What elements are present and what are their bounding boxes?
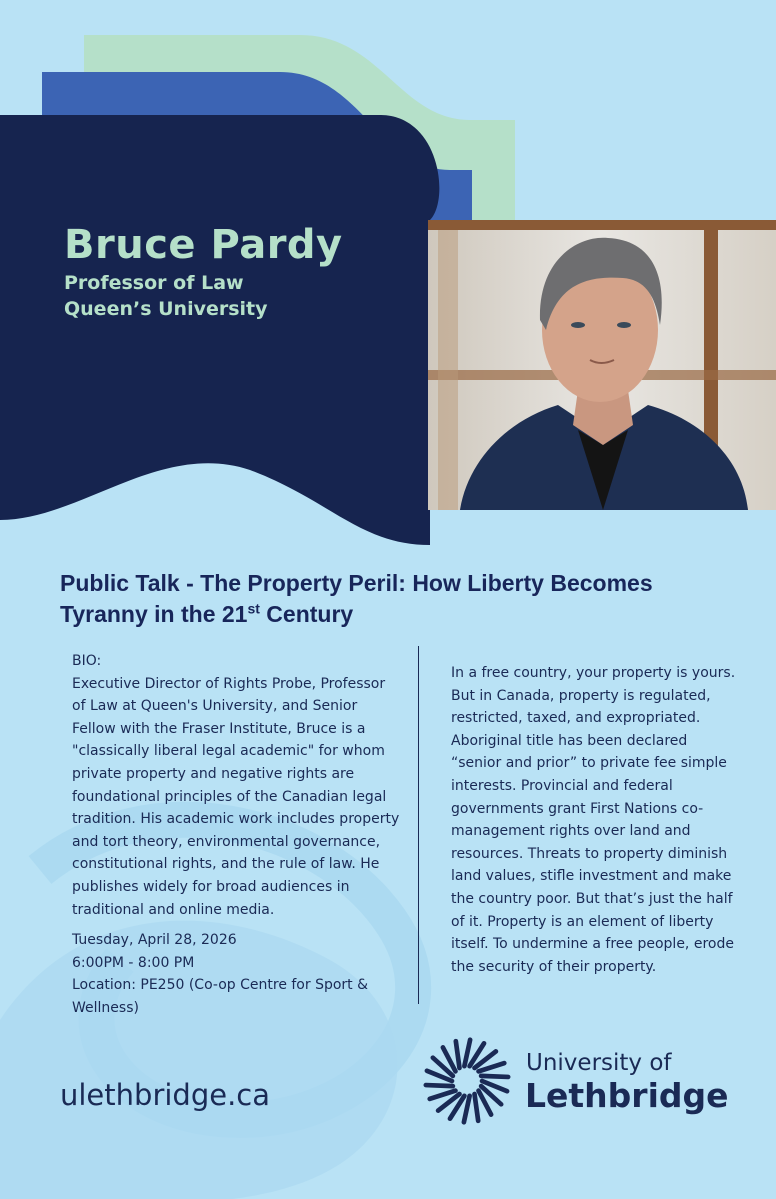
talk-title-end: Century xyxy=(259,601,354,627)
event-date: Tuesday, April 28, 2026 xyxy=(72,932,237,949)
logo-ray xyxy=(481,1076,508,1077)
logo-ray xyxy=(475,1094,479,1121)
logo-ray xyxy=(426,1085,453,1086)
event-location: Location: PE250 (Co-op Centre for Sport & Wellness) xyxy=(72,977,369,1016)
speaker-title: Professor of Law xyxy=(64,272,244,294)
talk-title xyxy=(60,568,680,630)
talk-title-main: Public Talk - The Property Peril: How Liberty Becomes Tyranny in the 21 xyxy=(60,570,653,627)
sunburst-logo-icon xyxy=(420,1034,514,1128)
speaker-name: Bruce Pardy xyxy=(64,222,343,268)
logo-ray xyxy=(456,1041,460,1068)
bio-column xyxy=(72,650,402,1020)
event-time: 6:00PM - 8:00 PM xyxy=(72,954,195,971)
university-logo-line2: Lethbridge xyxy=(525,1076,729,1115)
bio-text: Executive Director of Rights Probe, Professor of Law at Queen's University, and Senior Fellow with the Fraser Institute, Bruce is a "classically liberal legal academic" for whom private property and negative rights are foundational principles of the Canadian legal tradition. His academic work includes property and tort theory, environmental governance, constitutional rights, and the rule of law. He publishes widely for broad audiences in traditional and online media. xyxy=(72,675,400,918)
website-link[interactable]: ulethbridge.ca xyxy=(60,1078,271,1112)
university-logo-line1: University of xyxy=(526,1050,672,1076)
bio-heading: BIO: xyxy=(72,653,102,669)
logo-ray xyxy=(464,1096,470,1122)
speaker-affiliation: Queen’s University xyxy=(64,298,268,320)
speaker-role xyxy=(64,270,268,322)
talk-title-superscript: st xyxy=(247,600,260,617)
event-details xyxy=(72,929,402,1019)
column-divider xyxy=(418,646,419,1004)
logo-ray xyxy=(464,1040,470,1066)
abstract-text: In a free country, your property is yours. But in Canada, property is regulated, restricted, taxed, and expropriated. Aboriginal title has been declared “senior and prior” to private fee simple interests. Provincial and federal governments grant First Nations co-management rights over land and resources. Threats to property diminish land values, stifle investment and make the country poor. But that’s just the half of it. Property is an element of liberty itself. To undermine a free people, erode the security of their property. xyxy=(451,665,736,975)
speaker-portrait xyxy=(428,220,776,510)
